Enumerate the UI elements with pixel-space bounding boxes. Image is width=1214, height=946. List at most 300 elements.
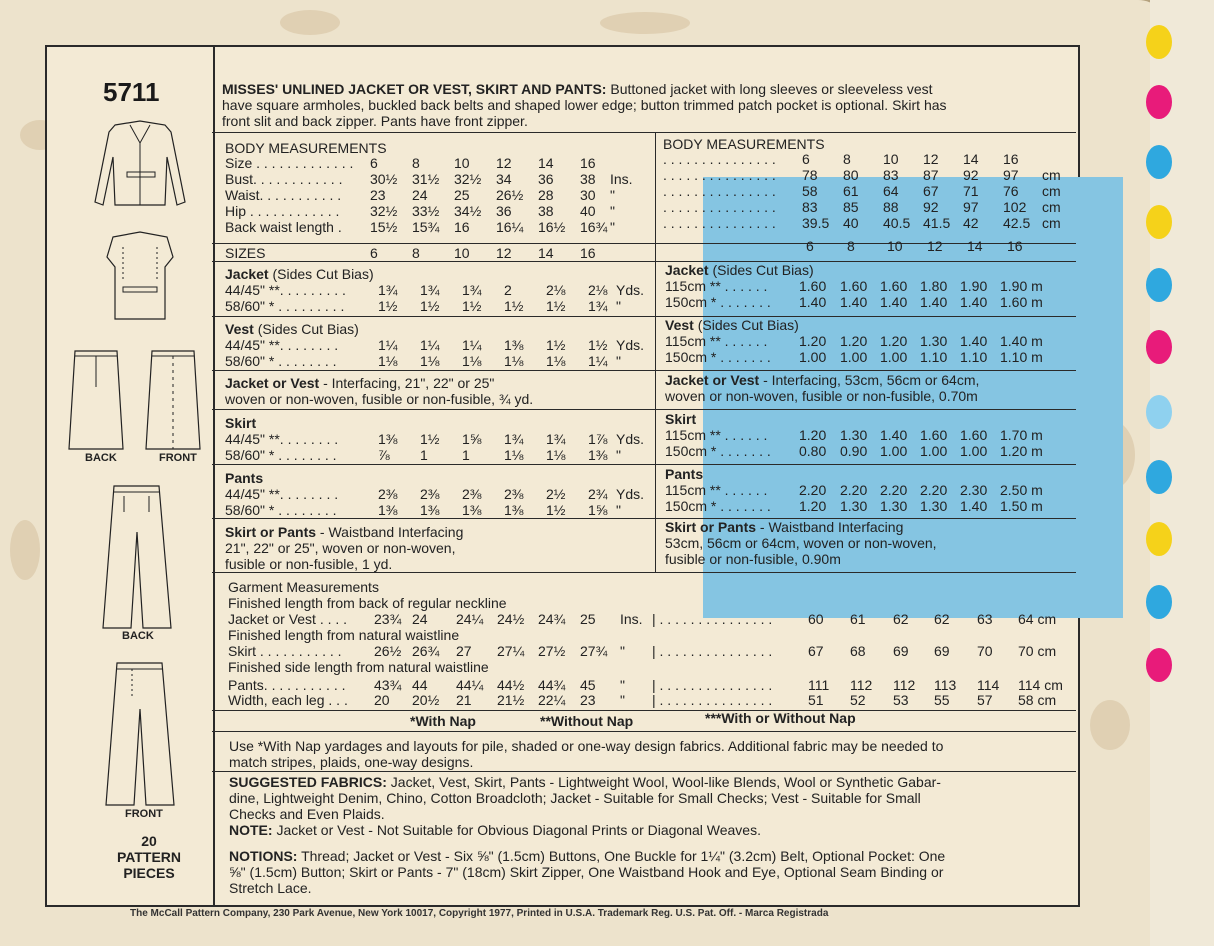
divider bbox=[212, 261, 1076, 262]
yardage-value: 1⅜ bbox=[588, 447, 608, 463]
divider bbox=[212, 771, 1076, 772]
garment-measurement-value: 27½ bbox=[538, 643, 566, 659]
measurement-value: 40 bbox=[580, 203, 596, 219]
note-title: NOTE: bbox=[229, 822, 273, 838]
garment-name: Vest bbox=[225, 321, 254, 337]
metric-yardage-value: 1.20 m bbox=[1000, 443, 1043, 459]
metric-measurement-value: 76 bbox=[1003, 183, 1019, 199]
metric-garment-measurement-value: 112 bbox=[850, 677, 873, 693]
interfacing-text: - Waistband Interfacing bbox=[319, 524, 464, 540]
metric-yardage-value: 1.40 bbox=[799, 294, 827, 310]
measurement-value: 15½ bbox=[370, 219, 398, 235]
metric-yardage-value: 1.00 bbox=[880, 349, 908, 365]
yardage-value: 1⅜ bbox=[420, 502, 440, 518]
dot-leader: . . . . . . . . . . . . . . . bbox=[663, 151, 776, 167]
metric-garment-measurement-value: 58 cm bbox=[1018, 692, 1057, 708]
notions-line: Stretch Lace. bbox=[229, 880, 312, 896]
metric-yardage-value: 1.20 bbox=[840, 333, 868, 349]
divider bbox=[212, 710, 1076, 711]
dot-leader: . . . . . . . . . . . . . . . bbox=[663, 199, 776, 215]
magenta-tab-dot bbox=[1146, 85, 1172, 119]
garment-measurement-value: 20½ bbox=[412, 692, 440, 708]
cut-note: (Sides Cut Bias) bbox=[693, 317, 799, 333]
metric-fabric-width-label: 115cm ** . . . . . . bbox=[665, 278, 768, 294]
garment-name: Jacket bbox=[665, 262, 709, 278]
metric-garment-measurement-value: 53 bbox=[893, 692, 909, 708]
yellow-tab-dot bbox=[1146, 205, 1172, 239]
metric-garment-measurement-value: 112 bbox=[893, 677, 916, 693]
garment-measurement-value: 44¼ bbox=[456, 677, 484, 693]
divider bbox=[212, 316, 1076, 317]
metric-measurement-value: 16 bbox=[1003, 151, 1019, 167]
divider bbox=[212, 370, 1076, 371]
metric-measurement-value: 87 bbox=[923, 167, 939, 183]
measurement-value: 16¾ bbox=[580, 219, 608, 235]
unit-label: " bbox=[610, 219, 615, 235]
metric-yardage-value: 1.80 bbox=[920, 278, 948, 294]
metric-measurement-value: 85 bbox=[843, 199, 859, 215]
yardage-value: 1¾ bbox=[420, 282, 440, 298]
metric-garment-measurement-value: 67 bbox=[808, 643, 824, 659]
yardage-value: 1½ bbox=[588, 337, 608, 353]
yardage-value: 1⅜ bbox=[462, 502, 482, 518]
metric-fabric-width-label: 150cm * . . . . . . . bbox=[665, 349, 771, 365]
publisher-footer: The McCall Pattern Company, 230 Park Avenue, New York 10017, Copyright 1977, Printed in U.S.A. Trademark Reg. U.S. Pat. Off. - Marca Registrada bbox=[130, 908, 829, 919]
metric-garment-measurement-value: 52 bbox=[850, 692, 866, 708]
yardage-value: 1½ bbox=[420, 298, 440, 314]
measurement-value: 30 bbox=[580, 187, 596, 203]
measurement-value: 16¼ bbox=[496, 219, 524, 235]
garment-measurement-value: 26½ bbox=[374, 643, 402, 659]
metric-interfacing-skirt-line: 53cm, 56cm or 64cm, woven or non-woven, bbox=[665, 535, 937, 551]
fabric-width-label: 58/60" * . . . . . . . . . bbox=[225, 298, 345, 314]
yardage-value: 1¼ bbox=[378, 337, 398, 353]
measurement-value: 24 bbox=[412, 187, 428, 203]
measurement-value: 34½ bbox=[454, 203, 482, 219]
measurement-value: 12 bbox=[496, 155, 512, 171]
unit-label: " bbox=[616, 298, 621, 314]
yardage-value: 1⅛ bbox=[420, 353, 440, 369]
metric-measurement-value: 97 bbox=[1003, 167, 1019, 183]
metric-yardage-value: 1.30 bbox=[840, 498, 868, 514]
blue-tab-dot bbox=[1146, 460, 1172, 494]
metric-measurement-value: 14 bbox=[963, 151, 979, 167]
vest-back-illustration bbox=[95, 227, 185, 327]
yardage-value: 1½ bbox=[504, 298, 524, 314]
blue-tab-dot bbox=[1146, 268, 1172, 302]
metric-size-value: 10 bbox=[887, 238, 903, 254]
dot-leader: | . . . . . . . . . . . . . . . bbox=[652, 677, 773, 693]
metric-garment-measurement-value: 63 bbox=[977, 611, 993, 627]
yardage-value: 2⅜ bbox=[462, 486, 482, 502]
metric-garment-measurement-value: 69 bbox=[893, 643, 909, 659]
measurement-label: Hip . . . . . . . . . . . . bbox=[225, 203, 340, 219]
metric-yardage-value: 1.40 bbox=[960, 498, 988, 514]
cut-note: (Sides Cut Bias) bbox=[253, 321, 359, 337]
garment-measurement-value: 43¾ bbox=[374, 677, 402, 693]
metric-measurement-value: 41.5 bbox=[923, 215, 951, 231]
dot-leader: . . . . . . . . . . . . . . . bbox=[663, 215, 776, 231]
metric-measurement-value: 67 bbox=[923, 183, 939, 199]
metric-yardage-value: 1.00 bbox=[880, 443, 908, 459]
metric-yardage-value: 1.00 bbox=[960, 443, 988, 459]
fabric-width-label: 58/60" * . . . . . . . . bbox=[225, 502, 337, 518]
nap-legend-either: ***With or Without Nap bbox=[705, 710, 856, 726]
metric-size-value: 8 bbox=[847, 238, 855, 254]
metric-measurement-value: 8 bbox=[843, 151, 851, 167]
garment-measurement-value: 27 bbox=[456, 643, 472, 659]
metric-yardage-value: 1.10 bbox=[960, 349, 988, 365]
metric-garment-measurement-value: 111 bbox=[808, 677, 830, 693]
measurement-value: 16½ bbox=[538, 219, 566, 235]
metric-garment-measurement-value: 70 cm bbox=[1018, 643, 1057, 659]
measurement-value: 6 bbox=[370, 155, 378, 171]
divider bbox=[212, 409, 1076, 410]
metric-garment-measurement-value: 51 bbox=[808, 692, 824, 708]
metric-yardage-value: 1.30 bbox=[840, 427, 868, 443]
measurement-value: 15¾ bbox=[412, 219, 440, 235]
divider bbox=[212, 731, 1076, 732]
metric-yardage-value: 1.20 bbox=[799, 498, 827, 514]
unit-label: Yds. bbox=[616, 282, 645, 298]
measurement-label: Waist. . . . . . . . . . . bbox=[225, 187, 342, 203]
metric-fabric-width-label: 115cm ** . . . . . . bbox=[665, 482, 768, 498]
garment-measurements-subtitle: Finished length from natural waistline bbox=[228, 627, 460, 643]
fabric-width-label: 44/45" **. . . . . . . . bbox=[225, 486, 339, 502]
metric-yardage-heading bbox=[665, 317, 799, 333]
metric-fabric-width-label: 150cm * . . . . . . . bbox=[665, 294, 771, 310]
garment-measurement-value: 45 bbox=[580, 677, 596, 693]
metric-measurement-value: 102 bbox=[1003, 199, 1027, 215]
metric-yardage-value: 1.40 m bbox=[1000, 333, 1043, 349]
skirt-back-illustration bbox=[65, 347, 127, 452]
notions-line bbox=[229, 848, 945, 864]
metric-yardage-value: 1.60 bbox=[960, 427, 988, 443]
garment-measurement-value: 24½ bbox=[497, 611, 525, 627]
measurement-value: 31½ bbox=[412, 171, 440, 187]
interfacing-name: Jacket or Vest bbox=[665, 372, 760, 388]
unit-label: " bbox=[620, 692, 625, 708]
metric-size-value: 14 bbox=[967, 238, 983, 254]
metric-yardage-heading bbox=[665, 411, 696, 427]
size-value: 16 bbox=[580, 245, 596, 261]
measurement-label: Back waist length . bbox=[225, 219, 342, 235]
yardage-value: 1½ bbox=[378, 298, 398, 314]
fabric-width-label: 44/45" **. . . . . . . . bbox=[225, 337, 339, 353]
measurement-value: 8 bbox=[412, 155, 420, 171]
notions-line: ⅝" (1.5cm) Button; Skirt or Pants - 7" (18cm) Skirt Zipper, One Waistband Hook and Eye, Optional Seam Binding or bbox=[229, 864, 944, 880]
metric-measurement-value: 88 bbox=[883, 199, 899, 215]
metric-yardage-heading bbox=[665, 262, 814, 278]
metric-garment-measurement-value: 62 bbox=[893, 611, 909, 627]
metric-measurement-value: 80 bbox=[843, 167, 859, 183]
measurement-value: 32½ bbox=[454, 171, 482, 187]
yardage-value: 1½ bbox=[420, 431, 440, 447]
metric-measurement-value: 78 bbox=[802, 167, 818, 183]
dot-leader: | . . . . . . . . . . . . . . . bbox=[652, 611, 773, 627]
garment-measurement-value: 20 bbox=[374, 692, 390, 708]
metric-yardage-value: 1.40 bbox=[880, 294, 908, 310]
pants-back-label: BACK bbox=[122, 630, 154, 642]
skirt-back-label: BACK bbox=[85, 452, 117, 464]
yardage-heading bbox=[225, 415, 256, 431]
garment-measurements-subtitle: Finished length from back of regular neckline bbox=[228, 595, 507, 611]
measurement-value: 10 bbox=[454, 155, 470, 171]
metric-yardage-value: 1.60 bbox=[840, 278, 868, 294]
metric-garment-measurement-value: 68 bbox=[850, 643, 866, 659]
size-value: 12 bbox=[496, 245, 512, 261]
garment-measurement-value: 44 bbox=[412, 677, 428, 693]
metric-yardage-value: 0.80 bbox=[799, 443, 827, 459]
metric-garment-measurement-value: 70 bbox=[977, 643, 993, 659]
yardage-value: 1⅞ bbox=[588, 431, 608, 447]
metric-yardage-value: 1.10 bbox=[920, 349, 948, 365]
metric-yardage-value: 1.30 bbox=[920, 333, 948, 349]
suggested-fabrics: dine, Lightweight Denim, Chino, Cotton Broadcloth; Jacket - Suitable for Small Checks; Vest - Suitable for Small bbox=[229, 790, 921, 806]
yardage-value: 1⅛ bbox=[546, 353, 566, 369]
metric-garment-measurement-value: 113 bbox=[934, 677, 957, 693]
divider bbox=[212, 464, 1076, 465]
nap-usage-note: Use *With Nap yardages and layouts for pile, shaded or one-way design fabrics. Additional fabric may be needed to bbox=[229, 738, 944, 754]
unit-label: " bbox=[610, 203, 615, 219]
yardage-value: 1¾ bbox=[504, 431, 524, 447]
unit-label: Yds. bbox=[616, 337, 645, 353]
yardage-heading bbox=[225, 321, 359, 337]
unit-label: " bbox=[610, 187, 615, 203]
metric-garment-measurement-value: 114 cm bbox=[1018, 677, 1063, 693]
metric-garment-measurement-value: 62 bbox=[934, 611, 950, 627]
yardage-value: 1¼ bbox=[462, 337, 482, 353]
measurement-label: Bust. . . . . . . . . . . . bbox=[225, 171, 343, 187]
metric-measurement-value: 92 bbox=[923, 199, 939, 215]
measurement-value: 33½ bbox=[412, 203, 440, 219]
garment-measurement-value: 44½ bbox=[497, 677, 525, 693]
description-line: front slit and back zipper. Pants have front zipper. bbox=[222, 113, 528, 129]
metric-measurement-value: 6 bbox=[802, 151, 810, 167]
interfacing-name: Skirt or Pants bbox=[225, 524, 317, 540]
metric-fabric-width-label: 150cm * . . . . . . . bbox=[665, 498, 771, 514]
garment-measurement-label: Jacket or Vest . . . . bbox=[228, 611, 348, 627]
garment-measurement-value: 21 bbox=[456, 692, 472, 708]
divider bbox=[212, 518, 1076, 519]
metric-measurement-value: 42 bbox=[963, 215, 979, 231]
metric-yardage-value: 1.20 bbox=[799, 333, 827, 349]
measurement-value: 14 bbox=[538, 155, 554, 171]
fabrics-title: SUGGESTED FABRICS: bbox=[229, 774, 387, 790]
metric-measurement-value: 12 bbox=[923, 151, 939, 167]
yardage-value: 2⅜ bbox=[504, 486, 524, 502]
metric-garment-measurement-value: 55 bbox=[934, 692, 950, 708]
metric-interfacing-jacket-line: woven or non-woven, fusible or non-fusible, 0.70m bbox=[665, 388, 978, 404]
metric-measurement-value: 97 bbox=[963, 199, 979, 215]
dot-leader: . . . . . . . . . . . . . . . bbox=[663, 167, 776, 183]
interfacing-jacket-line: woven or non-woven, fusible or non-fusible, ¾ yd. bbox=[225, 391, 534, 407]
unit-label: Ins. bbox=[610, 171, 633, 187]
metric-yardage-value: 1.30 bbox=[920, 498, 948, 514]
yardage-value: 2⅜ bbox=[420, 486, 440, 502]
unit-label: cm bbox=[1042, 167, 1061, 183]
yardage-value: 1¾ bbox=[462, 282, 482, 298]
garment-measurement-value: 23 bbox=[580, 692, 596, 708]
measurement-value: 32½ bbox=[370, 203, 398, 219]
unit-label: " bbox=[616, 353, 621, 369]
yardage-value: 1⅜ bbox=[504, 337, 524, 353]
notions-title: NOTIONS: bbox=[229, 848, 298, 864]
garment-name: Pants bbox=[665, 466, 704, 482]
description-title: MISSES' UNLINED JACKET OR VEST, SKIRT AND PANTS: bbox=[222, 81, 607, 97]
yardage-value: 1⅜ bbox=[504, 502, 524, 518]
nap-legend-without: **Without Nap bbox=[540, 713, 634, 729]
yardage-heading bbox=[225, 266, 374, 282]
measurement-value: 36 bbox=[496, 203, 512, 219]
yardage-value: 1 bbox=[462, 447, 470, 463]
interfacing-text: - Interfacing, 53cm, 56cm or 64cm, bbox=[763, 372, 980, 388]
yardage-value: 1½ bbox=[462, 298, 482, 314]
unit-label: " bbox=[616, 502, 621, 518]
dot-leader: | . . . . . . . . . . . . . . . bbox=[652, 692, 773, 708]
yardage-value: 1¾ bbox=[378, 282, 398, 298]
unit-label: cm bbox=[1042, 183, 1061, 199]
metric-measurement-value: 42.5 bbox=[1003, 215, 1031, 231]
measurement-value: 30½ bbox=[370, 171, 398, 187]
measurement-value: 16 bbox=[580, 155, 596, 171]
metric-fabric-width-label: 115cm ** . . . . . . bbox=[665, 333, 768, 349]
metric-yardage-value: 1.60 bbox=[920, 427, 948, 443]
yardage-value: 2⅜ bbox=[378, 486, 398, 502]
metric-garment-measurement-value: 69 bbox=[934, 643, 950, 659]
metric-yardage-value: 1.70 m bbox=[1000, 427, 1043, 443]
metric-yardage-value: 1.00 bbox=[840, 349, 868, 365]
yardage-value: 1⅛ bbox=[462, 353, 482, 369]
pieces-label: PIECES bbox=[123, 865, 175, 881]
metric-garment-measurement-value: 60 bbox=[808, 611, 824, 627]
yardage-value: 1⅛ bbox=[546, 447, 566, 463]
garment-measurement-value: 27¾ bbox=[580, 643, 608, 659]
garment-measurements-subtitle: Finished side length from natural waistline bbox=[228, 659, 489, 675]
garment-measurement-label: Width, each leg . . . bbox=[228, 692, 348, 708]
fabric-width-label: 58/60" * . . . . . . . . bbox=[225, 353, 337, 369]
garment-measurement-value: 24 bbox=[412, 611, 428, 627]
illustration-column bbox=[47, 47, 215, 905]
metric-yardage-value: 1.90 m bbox=[1000, 278, 1043, 294]
garment-measurement-value: 27¼ bbox=[497, 643, 525, 659]
metric-interfacing-skirt-line bbox=[665, 519, 903, 535]
yardage-value: 1⅜ bbox=[378, 502, 398, 518]
sizes-label: SIZES bbox=[225, 245, 266, 261]
metric-yardage-value: 1.00 bbox=[920, 443, 948, 459]
yardage-value: 1¼ bbox=[588, 353, 608, 369]
divider bbox=[655, 132, 656, 572]
size-value: 10 bbox=[454, 245, 470, 261]
description-text: Buttoned jacket with long sleeves or sleeveless vest bbox=[610, 81, 933, 97]
measurement-value: 38 bbox=[580, 171, 596, 187]
measurement-value: 23 bbox=[370, 187, 386, 203]
yardage-value: 1¾ bbox=[546, 431, 566, 447]
metric-yardage-value: 2.20 bbox=[840, 482, 868, 498]
interfacing-name: Jacket or Vest bbox=[225, 375, 320, 391]
yardage-value: ⅞ bbox=[378, 447, 390, 463]
yardage-value: 2⅛ bbox=[546, 282, 566, 298]
magenta-tab-dot bbox=[1146, 330, 1172, 364]
metric-yardage-value: 1.20 bbox=[880, 333, 908, 349]
metric-yardage-value: 1.60 bbox=[799, 278, 827, 294]
note-text: Jacket or Vest - Not Suitable for Obvious Diagonal Prints or Diagonal Weaves. bbox=[276, 822, 761, 838]
garment-measurement-value: 44¾ bbox=[538, 677, 566, 693]
dot-leader: . . . . . . . . . . . . . . . bbox=[663, 183, 776, 199]
metric-measurement-value: 71 bbox=[963, 183, 979, 199]
yardage-value: 1½ bbox=[546, 298, 566, 314]
pants-back-illustration bbox=[99, 482, 174, 632]
metric-yardage-value: 2.20 bbox=[880, 482, 908, 498]
measurement-value: 34 bbox=[496, 171, 512, 187]
yardage-value: 2½ bbox=[546, 486, 566, 502]
yardage-value: 1½ bbox=[546, 502, 566, 518]
metric-fabric-width-label: 150cm * . . . . . . . bbox=[665, 443, 771, 459]
measurement-value: 16 bbox=[454, 219, 470, 235]
yellow-tab-dot bbox=[1146, 522, 1172, 556]
pants-front-illustration bbox=[102, 659, 177, 809]
fabric-width-label: 44/45" **. . . . . . . . bbox=[225, 431, 339, 447]
garment-measurement-value: 24¾ bbox=[538, 611, 566, 627]
metric-garment-measurement-value: 57 bbox=[977, 692, 993, 708]
garment-measurement-label: Skirt . . . . . . . . . . . bbox=[228, 643, 342, 659]
metric-yardage-value: 1.40 bbox=[960, 294, 988, 310]
metric-yardage-value: 1.00 bbox=[799, 349, 827, 365]
skirt-front-illustration bbox=[142, 347, 204, 452]
body-measurements-title: BODY MEASUREMENTS bbox=[225, 140, 387, 156]
yardage-value: 2⅛ bbox=[588, 282, 608, 298]
measurement-value: 36 bbox=[538, 171, 554, 187]
metric-garment-measurement-value: 61 bbox=[850, 611, 866, 627]
garment-name: Skirt bbox=[665, 411, 697, 427]
unit-label: " bbox=[620, 677, 625, 693]
unit-label: Yds. bbox=[616, 486, 645, 502]
nap-legend-with: *With Nap bbox=[410, 713, 476, 729]
metric-body-measurements-title: BODY MEASUREMENTS bbox=[663, 136, 825, 152]
yardage-value: 1⅝ bbox=[588, 502, 608, 518]
pieces-number: 20 bbox=[141, 833, 157, 849]
metric-yardage-value: 1.40 bbox=[920, 294, 948, 310]
metric-size-value: 6 bbox=[806, 238, 814, 254]
yardage-value: 2 bbox=[504, 282, 512, 298]
yardage-heading bbox=[225, 470, 263, 486]
metric-measurement-value: 83 bbox=[802, 199, 818, 215]
metric-yardage-value: 2.50 m bbox=[1000, 482, 1043, 498]
fabric-width-label: 44/45" **. . . . . . . . . bbox=[225, 282, 346, 298]
interfacing-skirt-line bbox=[225, 524, 463, 540]
suggested-fabrics bbox=[229, 774, 941, 790]
unit-label: cm bbox=[1042, 215, 1061, 231]
unit-label: " bbox=[620, 643, 625, 659]
metric-yardage-value: 1.40 bbox=[840, 294, 868, 310]
description-line: have square armholes, buckled back belts and shaped lower edge; button trimmed patch pocket is optional. Skirt has bbox=[222, 97, 947, 113]
blue-tab-dot bbox=[1146, 145, 1172, 179]
measurement-value: 28 bbox=[538, 187, 554, 203]
garment-measurement-label: Pants. . . . . . . . . . . bbox=[228, 677, 346, 693]
unit-label: Ins. bbox=[620, 611, 643, 627]
yardage-value: 1¾ bbox=[588, 298, 608, 314]
yardage-value: 1⅛ bbox=[504, 353, 524, 369]
metric-measurement-value: 40 bbox=[843, 215, 859, 231]
interfacing-name: Skirt or Pants bbox=[665, 519, 757, 535]
unit-label: " bbox=[616, 447, 621, 463]
yardage-value: 1½ bbox=[546, 337, 566, 353]
pieces-label: PATTERN bbox=[116, 849, 182, 865]
metric-measurement-value: 64 bbox=[883, 183, 899, 199]
metric-yardage-value: 2.20 bbox=[920, 482, 948, 498]
interfacing-text: - Interfacing, 21", 22" or 25" bbox=[323, 375, 495, 391]
unit-label: Yds. bbox=[616, 431, 645, 447]
